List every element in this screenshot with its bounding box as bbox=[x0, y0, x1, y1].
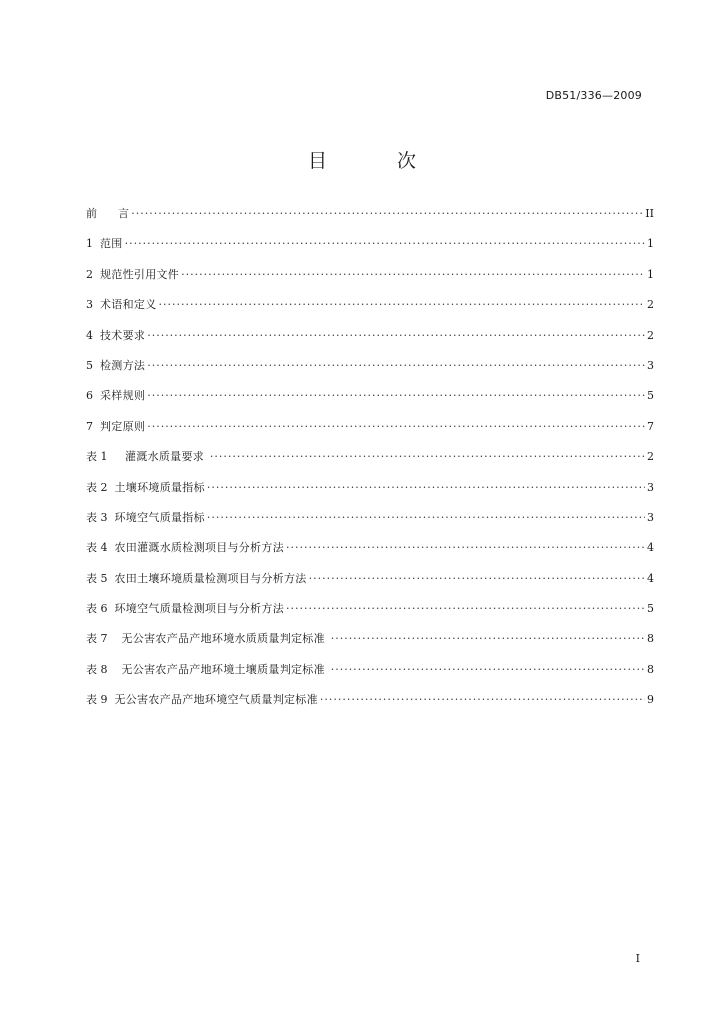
toc-entry-gap bbox=[93, 235, 100, 253]
toc-entry-page: 2 bbox=[647, 328, 654, 342]
toc-entry-gap bbox=[108, 539, 115, 557]
toc-leader-dots bbox=[309, 570, 645, 588]
toc-entry-page: 2 bbox=[647, 450, 654, 464]
toc-entry-sampling-rules[interactable] bbox=[86, 387, 654, 417]
toc-entry-gap bbox=[108, 630, 122, 648]
toc-entry-gap bbox=[93, 296, 100, 314]
toc-leader-dots bbox=[331, 630, 645, 648]
toc-entry-number: 表 3 bbox=[86, 510, 108, 524]
toc-entry-page: 3 bbox=[647, 358, 654, 372]
table-of-contents bbox=[86, 205, 654, 722]
toc-entry-label: 技术要求 bbox=[100, 328, 146, 342]
toc-leader-dots bbox=[159, 296, 646, 314]
toc-entry-page: 4 bbox=[647, 571, 654, 585]
toc-entry-gap bbox=[108, 691, 115, 709]
toc-entry-number: 4 bbox=[86, 328, 93, 342]
toc-leader-dots bbox=[331, 661, 645, 679]
toc-entry-test-methods[interactable] bbox=[86, 357, 654, 387]
toc-entry-table-5[interactable] bbox=[86, 570, 654, 600]
toc-entry-gap bbox=[93, 418, 100, 436]
toc-entry-page: 7 bbox=[647, 419, 654, 433]
toc-entry-page: 9 bbox=[647, 693, 654, 707]
toc-entry-gap bbox=[93, 266, 100, 284]
document-code: DB51/336—2009 bbox=[545, 89, 642, 102]
toc-entry-gap bbox=[108, 448, 125, 466]
toc-entry-label: 检测方法 bbox=[100, 358, 146, 372]
toc-entry-number: 表 5 bbox=[86, 571, 108, 585]
toc-entry-table-7[interactable] bbox=[86, 630, 654, 660]
toc-entry-label: 判定原则 bbox=[100, 419, 146, 433]
toc-leader-dots bbox=[131, 205, 643, 223]
toc-leader-dots bbox=[286, 600, 645, 618]
toc-entry-page: 8 bbox=[647, 632, 654, 646]
toc-entry-label: 无公害农产品产地环境空气质量判定标准 bbox=[114, 693, 318, 707]
toc-entry-technical-requirements[interactable] bbox=[86, 327, 654, 357]
toc-entry-label: 环境空气质量检测项目与分析方法 bbox=[114, 602, 284, 616]
toc-entry-label: 无公害农产品产地环境水质质量判定标准 bbox=[121, 632, 329, 646]
toc-entry-number: 7 bbox=[86, 419, 93, 433]
toc-entry-table-9[interactable] bbox=[86, 691, 654, 721]
toc-entry-number: 前 bbox=[86, 207, 97, 220]
toc-entry-gap bbox=[108, 600, 115, 618]
toc-entry-table-8[interactable] bbox=[86, 661, 654, 691]
toc-entry-gap bbox=[108, 661, 122, 679]
toc-leader-dots bbox=[147, 418, 645, 436]
toc-entry-page: 8 bbox=[647, 662, 654, 676]
toc-leader-dots bbox=[320, 691, 645, 709]
toc-entry-page: 2 bbox=[647, 298, 654, 312]
toc-entry-table-2[interactable] bbox=[86, 479, 654, 509]
toc-entry-normative-references[interactable] bbox=[86, 266, 654, 296]
toc-entry-page: II bbox=[645, 207, 654, 220]
toc-entry-gap bbox=[93, 387, 100, 405]
toc-entry-gap bbox=[108, 509, 115, 527]
toc-leader-dots bbox=[147, 327, 645, 345]
toc-leader-dots bbox=[207, 479, 645, 497]
toc-leader-dots bbox=[125, 235, 645, 253]
toc-entry-page: 5 bbox=[647, 602, 654, 616]
toc-entry-number: 2 bbox=[86, 267, 93, 281]
toc-entry-table-4[interactable] bbox=[86, 539, 654, 569]
toc-entry-number: 1 bbox=[86, 237, 93, 251]
toc-entry-number: 5 bbox=[86, 358, 93, 372]
toc-entry-page: 3 bbox=[647, 510, 654, 524]
toc-entry-number: 表 6 bbox=[86, 602, 108, 616]
toc-entry-page: 5 bbox=[647, 389, 654, 403]
toc-entry-gap bbox=[93, 327, 100, 345]
toc-entry-number: 表 7 bbox=[86, 632, 108, 646]
toc-entry-gap bbox=[108, 570, 115, 588]
toc-entry-number: 6 bbox=[86, 389, 93, 403]
toc-entry-page: 1 bbox=[647, 267, 654, 281]
toc-entry-number: 表 2 bbox=[86, 480, 108, 494]
toc-leader-dots bbox=[286, 539, 645, 557]
toc-leader-dots bbox=[210, 448, 645, 466]
toc-entry-page: 4 bbox=[647, 541, 654, 555]
toc-entry-scope[interactable] bbox=[86, 235, 654, 265]
toc-entry-number: 表 8 bbox=[86, 662, 108, 676]
toc-entry-label: 农田土壤环境质量检测项目与分析方法 bbox=[114, 571, 307, 585]
toc-entry-gap bbox=[93, 357, 100, 375]
toc-entry-label: 无公害农产品产地环境土壤质量判定标准 bbox=[121, 662, 329, 676]
page-title: 目 次 bbox=[307, 150, 449, 172]
toc-entry-label: 环境空气质量指标 bbox=[114, 510, 205, 524]
page-number: I bbox=[635, 952, 640, 965]
toc-entry-judgment-principles[interactable] bbox=[86, 418, 654, 448]
toc-entry-label: 言 bbox=[117, 207, 130, 220]
toc-entry-gap bbox=[97, 205, 118, 223]
toc-entry-number: 表 9 bbox=[86, 693, 108, 707]
toc-entry-label: 土壤环境质量指标 bbox=[114, 480, 205, 494]
toc-entry-number: 3 bbox=[86, 298, 93, 312]
toc-entry-label: 农田灌溉水质检测项目与分析方法 bbox=[114, 541, 284, 555]
toc-entry-label: 规范性引用文件 bbox=[100, 267, 180, 281]
toc-leader-dots bbox=[147, 357, 645, 375]
toc-entry-gap bbox=[108, 479, 115, 497]
toc-entry-number: 表 4 bbox=[86, 541, 108, 555]
toc-leader-dots bbox=[207, 509, 645, 527]
toc-entry-table-1[interactable] bbox=[86, 448, 654, 478]
toc-entry-table-3[interactable] bbox=[86, 509, 654, 539]
toc-entry-label: 采样规则 bbox=[100, 389, 146, 403]
toc-leader-dots bbox=[147, 387, 645, 405]
toc-entry-label: 灌溉水质量要求 bbox=[124, 450, 208, 464]
toc-leader-dots bbox=[181, 266, 645, 284]
toc-entry-foreword[interactable] bbox=[86, 205, 654, 235]
toc-entry-page: 3 bbox=[647, 480, 654, 494]
toc-entry-label: 范围 bbox=[100, 237, 123, 251]
toc-entry-terms-definitions[interactable] bbox=[86, 296, 654, 326]
toc-entry-table-6[interactable] bbox=[86, 600, 654, 630]
toc-entry-page: 1 bbox=[647, 237, 654, 251]
toc-entry-number: 表 1 bbox=[86, 450, 108, 464]
toc-entry-label: 术语和定义 bbox=[100, 298, 157, 312]
